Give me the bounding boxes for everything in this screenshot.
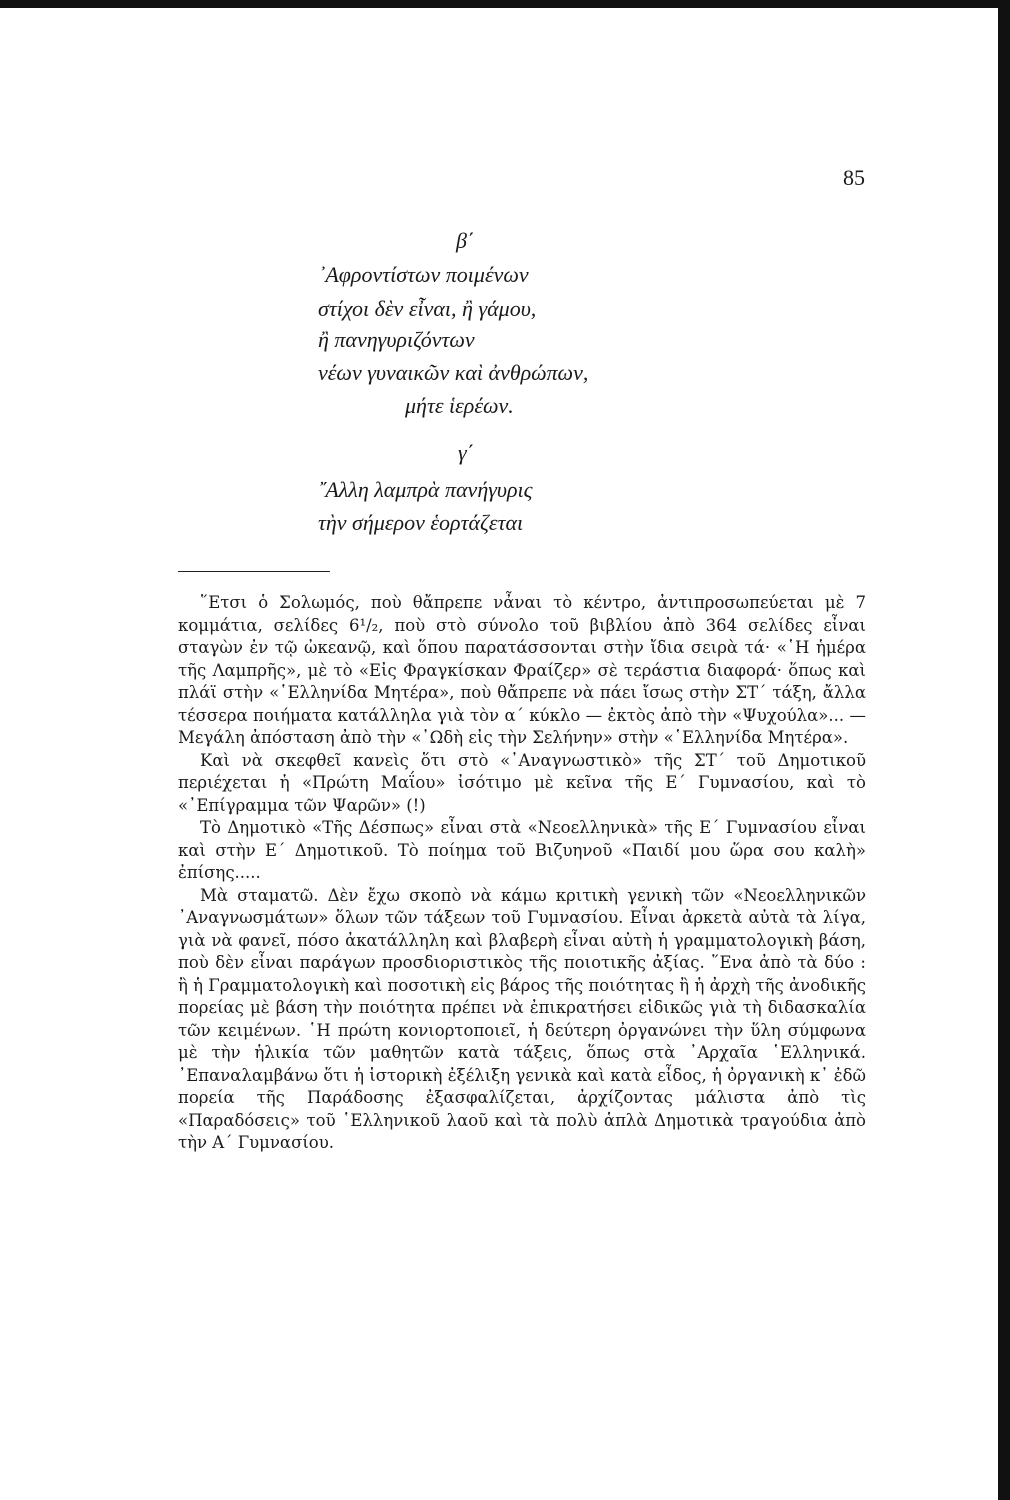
- verse-line: νέων γυναικῶν καὶ ἀνθρώπων,: [318, 360, 589, 385]
- scan-edge-top: [0, 0, 1010, 8]
- verse-line: ῎Αλλη λαμπρὰ πανήγυρις: [318, 477, 533, 502]
- page-number: 85: [843, 165, 865, 190]
- paragraph: Καὶ νὰ σκεφθεῖ κανεὶς ὅτι στὸ «᾽Αναγνωστικὸ» τῆς ΣΤ΄ τοῦ Δημοτικοῦ περιέχεται ἡ «Πρώτη Μαΐου» ἰσότιμο μὲ κεῖνα τῆς Ε΄ Γυμνασίου, καὶ τὸ «᾽Επίγραμμα τῶν Ψαρῶν» (!): [178, 750, 866, 815]
- paragraph: ῞Ετσι ὁ Σολωμός, ποὺ θἄπρεπε νἆναι τὸ κέντρο, ἀντιπροσωπεύεται μὲ 7 κομμάτια, σελίδες 6¹/₂, ποὺ στὸ σύνολο τοῦ βιβλίου ἀπὸ 364 σελίδες εἶναι σταγὼν ἐν τῷ ὠκεανῷ, καὶ ὅπου παρατάσσονται στὴν ἴδια σειρὰ τά· «῾Η ἡμέρα τῆς Λαμπρῆς», μὲ τὸ «Εἰς Φραγκίσκαν Φραίζερ» σὲ τεράστια διαφορά· ὅπως καὶ πλάϊ στὴν «῾Ελληνίδα Μητέρα», ποὺ θἄπρεπε νὰ πάει ἴσως στὴν ΣΤ΄ τάξη, ἄλλα τέσσερα ποιήματα κατάλληλα γιὰ τὸν α΄ κύκλο — ἐκτὸς ἀπὸ τὴν «Ψυχούλα»... — Μεγάλη ἀπόσταση ἀπὸ τὴν «᾽Ωδὴ εἰς τὴν Σελήνην» στὴν «῾Ελληνίδα Μητέρα».: [178, 593, 866, 747]
- verse-line: στίχοι δὲν εἶναι, ἢ γάμου,: [318, 296, 537, 321]
- section-mark-gamma: γ΄: [458, 440, 474, 465]
- section-mark-beta: β΄: [456, 228, 475, 253]
- paragraph: Μὰ σταματῶ. Δὲν ἔχω σκοπὸ νὰ κάμω κριτικὴ γενικὴ τῶν «Νεοελληνικῶν ᾽Αναγνωσμάτων» ὅλων τῶν τάξεων τοῦ Γυμνασίου. Εἶναι ἀρκετὰ αὐτὰ τὰ λίγα, γιὰ νὰ φανεῖ, πόσο ἀκατάλληλη καὶ βλαβερὴ εἶναι αὐτὴ ἡ γραμματολογικὴ βάση, ποὺ δὲν εἶναι παράγων προσδιοριστικὸς τῆς ποιοτικῆς ἀξίας. ῞Ενα ἀπὸ τὰ δύο : ἢ ἡ Γραμματολογικὴ καὶ ποσοτικὴ εἰς βάρος τῆς ποιότητας ἢ ἡ ἀρχὴ τῆς ἀνοδικῆς πορείας μὲ βάση τὴν ποιότητα πρέπει νὰ ἐπικρατήσει εἰδικῶς γιὰ τὴ διδασκαλία τῶν κειμένων. ῾Η πρώτη κονιορτοποιεῖ, ἡ δεύτερη ὀργανώνει τὴν ὕλη σύμφωνα μὲ τὴν ἡλικία τῶν μαθητῶν κατὰ τάξεις, ὅπως στὰ ᾽Αρχαῖα ῾Ελληνικά. ᾽Επαναλαμβάνω ὅτι ἡ ἱστορικὴ ἐξέλιξη γενικὰ καὶ κατὰ εἶδος, ἡ ὀργανικὴ κ᾽ ἐδῶ πορεία τῆς Παράδοσης ἐξασφαλίζεται, ἀρχίζοντας μάλιστα ἀπὸ τὶς «Παραδόσεις» τοῦ ῾Ελληνικοῦ λαοῦ καὶ τὰ πολὺ ἁπλὰ Δημοτικὰ τραγούδια ἀπὸ τὴν Α΄ Γυμνασίου.: [178, 885, 866, 1152]
- verse-line: τὴν σήμερον ἑορτάζεται: [318, 510, 524, 535]
- footnote-separator: [178, 571, 330, 572]
- verse-line: ᾽Αφροντίστων ποιμένων: [318, 262, 529, 287]
- verse-line: μήτε ἱερέων.: [405, 393, 514, 418]
- paragraph: Τὸ Δημοτικὸ «Τῆς Δέσπως» εἶναι στὰ «Νεοελληνικὰ» τῆς Ε΄ Γυμνασίου εἶναι καὶ στὴν Ε΄ Δημοτικοῦ. Τὸ ποίημα τοῦ Βιζυηνοῦ «Παιδί μου ὥρα σου καλὴ» ἐπίσης.....: [178, 818, 866, 882]
- prose-body: [178, 592, 866, 1155]
- verse-line: ἢ πανηγυριζόντων: [318, 327, 475, 352]
- scan-edge-right: [998, 0, 1010, 1500]
